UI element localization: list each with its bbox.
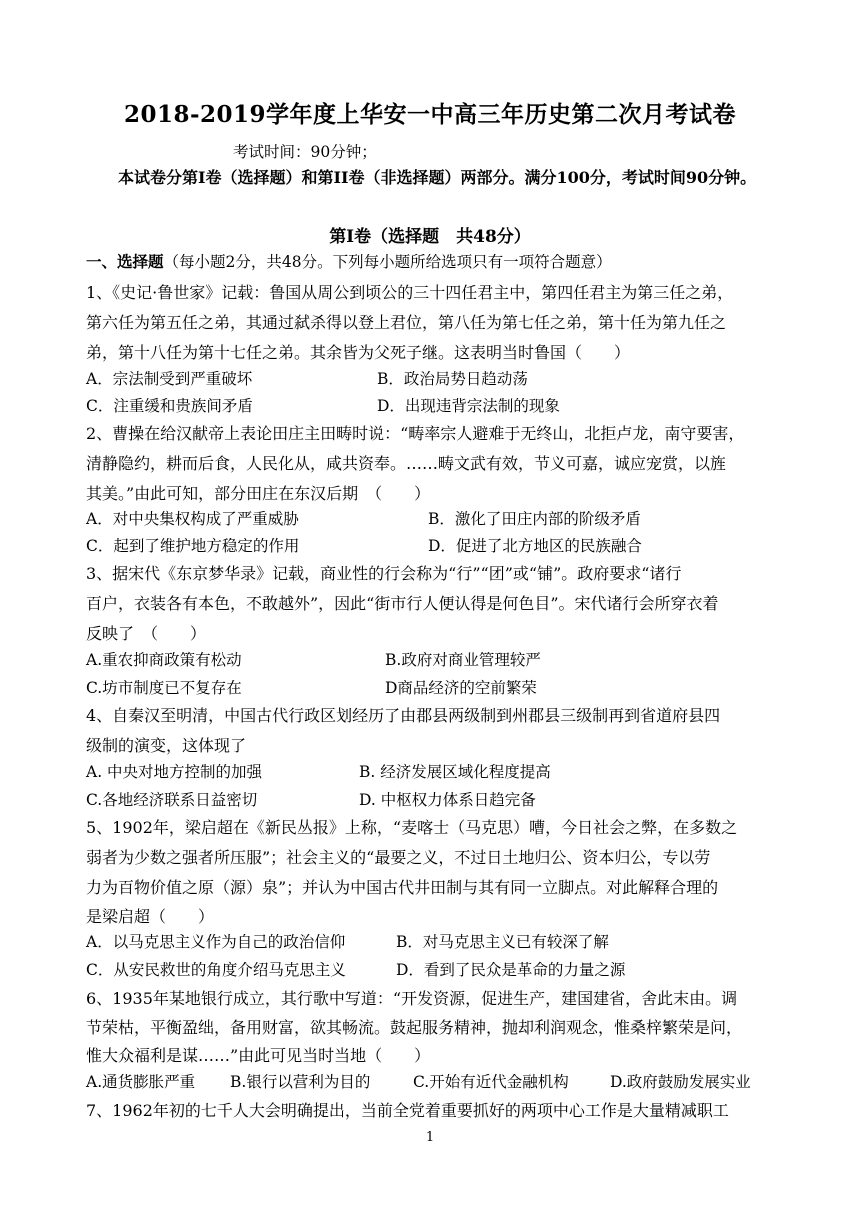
part-title-label: 一、选择题: [86, 252, 164, 271]
part-title: [86, 250, 612, 272]
question-1-option-a: A．宗法制受到严重破坏: [86, 370, 253, 388]
question-3-option-b: B.政府对商业管理较严: [385, 651, 541, 669]
question-2-option-a: A．对中央集权构成了严重威胁: [86, 510, 299, 528]
question-5-option-b: B．对马克思主义已有较深了解: [396, 933, 609, 951]
question-6-option-b: B.银行以营利为目的: [230, 1073, 371, 1091]
exam-time: 考试时间：90分钟；: [233, 143, 377, 161]
question-3-option-c: C.坊市制度已不复存在: [86, 679, 242, 697]
question-2-line-3: 其美。”由此可知，部分田庄在东汉后期 （ ）: [86, 484, 431, 503]
part-note: （每小题2分，共48分。下列每小题所给选项只有一项符合题意）: [163, 253, 612, 271]
question-1-option-c: C．注重缓和贵族间矛盾: [86, 397, 253, 415]
question-5-line-3: 力为百物价值之原（源）泉”；并认为中国古代井田制与其有同一立脚点。对此解释合理的: [86, 878, 719, 897]
question-5-line-1: 5、1902年，梁启超在《新民丛报》上称，“麦喀士（马克思）嘈，今日社会之弊，在多数之: [86, 818, 738, 837]
question-4-option-d: D. 中枢权力体系日趋完备: [359, 791, 536, 809]
question-6-line-1: 6、1935年某地银行成立，其行歌中写道：“开发资源，促进生产，建国建省，舍此末由。调: [86, 989, 738, 1008]
question-2-line-1: 2、曹操在给汉献帝上表论田庄主田畴时说：“畴率宗人避难于无终山，北拒卢龙，南守要害，: [86, 424, 745, 443]
question-1-line-1: 1、《史记·鲁世家》记载：鲁国从周公到顷公的三十四任君主中，第四任君主为第三任之弟，: [86, 283, 734, 302]
question-4-option-a: A. 中央对地方控制的加强: [86, 763, 263, 781]
question-5-option-c: C．从安民救世的角度介绍马克思主义: [86, 961, 346, 979]
question-5-line-4: 是梁启超（ ）: [86, 907, 215, 926]
question-1-option-d: D．出现违背宗法制的现象: [377, 397, 560, 415]
question-4-option-c: C.各地经济联系日益密切: [86, 791, 258, 809]
question-2-line-2: 清静隐约，耕而后食，人民化从，咸共资奉。……畴文武有效，节义可嘉，诚应宠赏，以旌: [86, 454, 727, 473]
question-2-option-d: D．促进了北方地区的民族融合: [428, 537, 642, 555]
question-4-option-b: B. 经济发展区域化程度提高: [359, 763, 551, 781]
question-5-option-a: A．以马克思主义作为自己的政治信仰: [86, 933, 346, 951]
question-3-line-1: 3、据宋代《东京梦华录》记载，商业性的行会称为“行”“团”或“铺”。政府要求“诸行: [86, 564, 682, 583]
question-5-line-2: 弱者为少数之强者所压服”；社会主义的“最要之义，不过日土地归公、资本归公，专以劳: [86, 848, 711, 867]
question-2-option-c: C．起到了维护地方稳定的作用: [86, 537, 300, 555]
question-6-option-a: A.通货膨胀严重: [86, 1073, 196, 1091]
question-6-line-2: 节荣枯，平衡盈绌，备用财富，欲其畅流。鼓起服务精神，抛却利润观念，惟桑梓繁荣是问，: [86, 1018, 743, 1037]
page-number: 1: [425, 1130, 435, 1145]
section-title: 第Ⅰ卷（选择题 共48分）: [329, 227, 531, 247]
question-3-line-2: 百户，衣装各有本色，不敢越外”，因此“街市行人便认得是何色目”。宋代诸行会所穿衣着: [86, 594, 719, 613]
exam-title: 2018-2019学年度上华安一中高三年历史第二次月考试卷: [123, 101, 737, 128]
question-4-line-2: 级制的演变，这体现了: [86, 736, 247, 755]
question-3-line-3: 反映了 （ ）: [86, 624, 207, 643]
question-1-line-3: 弟，第十八任为第十七任之弟。其余皆为父死子继。这表明当时鲁国（ ）: [86, 343, 631, 362]
question-1-option-b: B．政治局势日趋动荡: [377, 370, 528, 388]
question-6-option-d: D.政府鼓励发展实业: [610, 1073, 751, 1091]
question-5-option-d: D．看到了民众是革命的力量之源: [396, 961, 626, 979]
question-3-option-d: D商品经济的空前繁荣: [385, 679, 537, 697]
question-7-line-1: 7、1962年初的七千人大会明确提出，当前全党着重要抓好的两项中心工作是大量精减职工: [86, 1101, 729, 1120]
question-1-line-2: 第六任为第五任之弟，其通过弑杀得以登上君位，第八任为第七任之弟，第十任为第九任之: [86, 313, 727, 332]
question-6-line-3: 惟大众福利是谋……”由此可见当时当地（ ）: [86, 1046, 431, 1065]
question-3-option-a: A.重农抑商政策有松动: [86, 651, 242, 669]
question-2-option-b: B．激化了田庄内部的阶级矛盾: [428, 510, 641, 528]
question-6-option-c: C.开始有近代金融机构: [413, 1073, 569, 1091]
question-4-line-1: 4、自秦汉至明清，中国古代行政区划经历了由郡县两级制到州郡县三级制再到省道府县四: [86, 706, 721, 725]
exam-intro: 本试卷分第Ⅰ卷（选择题）和第II卷（非选择题）两部分。满分100分，考试时间90分钟。: [118, 168, 757, 187]
